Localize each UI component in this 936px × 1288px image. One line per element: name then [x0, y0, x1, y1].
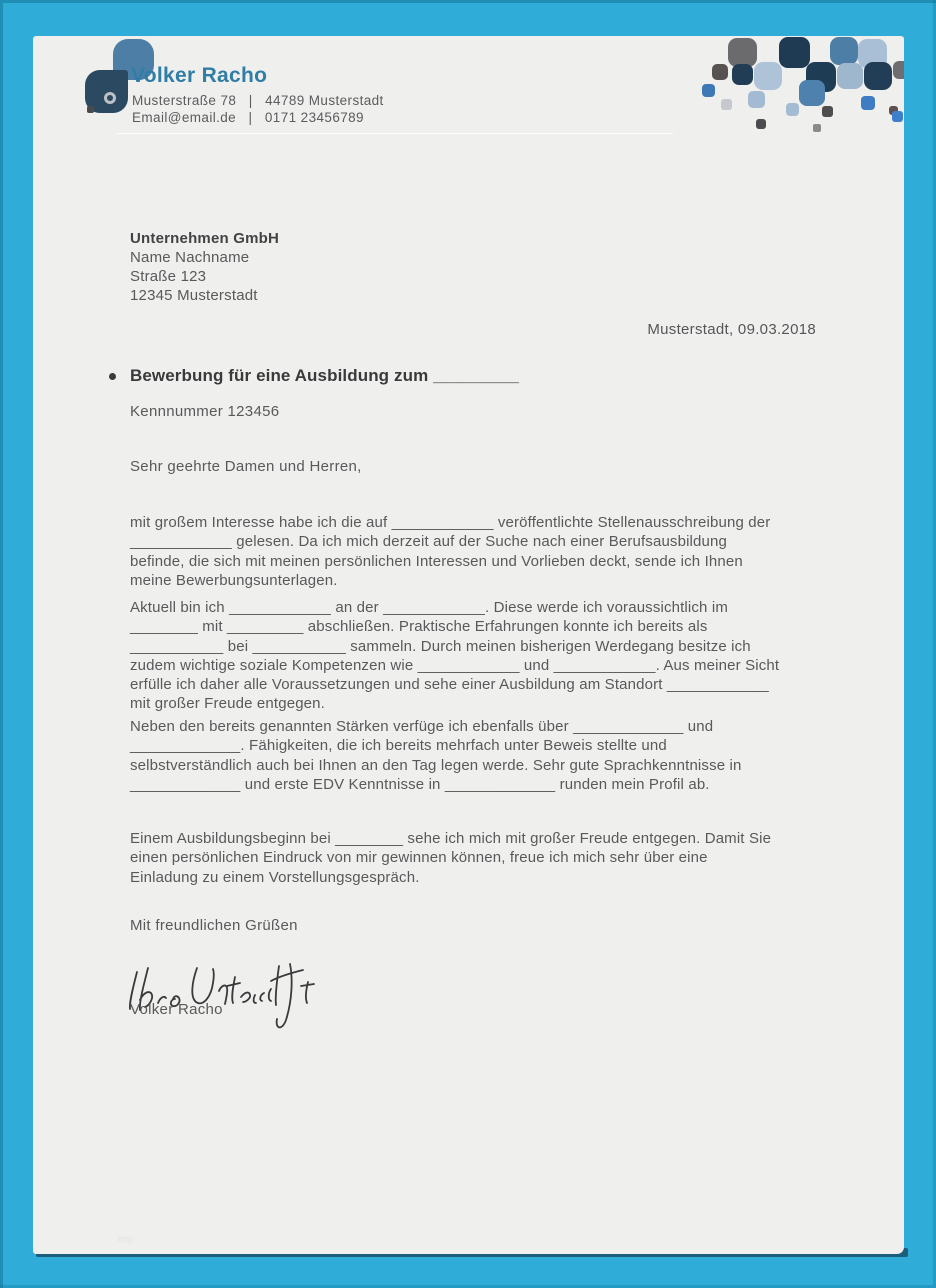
paragraph-line: mit großer Freude entgegen. — [130, 695, 325, 713]
paragraph — [130, 829, 771, 887]
mosaic-square — [754, 62, 782, 90]
mosaic-square — [779, 37, 810, 68]
reference-number: Kennnummer 123456 — [130, 403, 280, 420]
paragraph-line: mit großem Interesse habe ich die auf ____________ veröffentlichte Stellenausschreibung der — [130, 514, 771, 531]
mosaic-square — [893, 61, 904, 79]
paragraph-line: Neben den bereits genannten Stärken verfüge ich ebenfalls über _____________ und — [130, 718, 714, 735]
sender-address: Musterstraße 78 | 44789 Musterstadt — [132, 93, 384, 108]
salutation: Sehr geehrte Damen und Herren, — [130, 458, 362, 475]
mosaic-square — [748, 91, 765, 108]
watermark-text: http — [118, 1234, 134, 1244]
paragraph — [130, 513, 770, 590]
paragraph-line: einen persönlichen Eindruck von mir gewinnen können, freue ich mich sehr über eine — [130, 849, 708, 867]
mosaic-square — [864, 62, 892, 90]
paragraph-line: zudem wichtige soziale Kompetenzen wie ____________ und ____________. Aus meiner Sicht — [130, 656, 780, 674]
mosaic-square — [712, 64, 728, 80]
recipient-name: Name Nachname — [130, 249, 250, 266]
mosaic-square — [813, 124, 821, 132]
paragraph — [130, 598, 779, 714]
mosaic-square — [721, 99, 732, 110]
mosaic-square — [822, 106, 833, 117]
letter-page — [33, 36, 904, 1254]
signature-scribble — [125, 952, 340, 1042]
mosaic-square — [799, 80, 825, 106]
bullet-icon — [109, 373, 116, 380]
paragraph-line: _____________. Fähigkeiten, die ich bereits mehrfach unter Beweis stellte und — [130, 737, 667, 755]
signer-name: Volker Racho — [130, 1001, 223, 1018]
paragraph-line: meine Bewerbungsunterlagen. — [130, 571, 338, 589]
mosaic-square — [830, 37, 858, 65]
paragraph — [130, 717, 742, 794]
date-line: Musterstadt, 09.03.2018 — [647, 321, 816, 338]
mosaic-square — [837, 63, 863, 89]
recipient-block — [130, 229, 279, 305]
mosaic-square — [756, 119, 766, 129]
paragraph-line: Aktuell bin ich ____________ an der ____________. Diese werde ich voraussichtlich im — [130, 599, 728, 616]
paragraph-line: Einladung zu einem Vorstellungsgespräch. — [130, 868, 420, 886]
paragraph-line: ___________ bei ___________ sammeln. Durch meinen bisherigen Werdegang besitze ich — [130, 637, 751, 655]
paragraph-line: Einem Ausbildungsbeginn bei ________ sehe ich mich mit großer Freude entgegen. Damit Sie — [130, 830, 772, 847]
paragraph-line: befinde, die sich mit meinen persönlichen Interessen und Vorlieben deckt, sende ich Ihnen — [130, 552, 743, 570]
mosaic-square — [861, 96, 875, 110]
paragraph-line: ________ mit _________ abschließen. Praktische Erfahrungen konnte ich bereits als — [130, 618, 708, 636]
closing-phrase: Mit freundlichen Grüßen — [130, 917, 298, 934]
mosaic-square — [732, 64, 753, 85]
subject-title: Bewerbung für eine Ausbildung zum _________ — [130, 366, 520, 385]
recipient-company: Unternehmen GmbH — [130, 230, 280, 247]
paragraph-line: _____________ und erste EDV Kenntnisse in _____________ runden mein Profil ab. — [130, 775, 710, 793]
mosaic-square — [728, 38, 757, 67]
recipient-city: 12345 Musterstadt — [130, 287, 258, 304]
recipient-street: Straße 123 — [130, 268, 207, 285]
mosaic-square — [892, 111, 903, 122]
mosaic-decoration — [33, 36, 904, 176]
mosaic-square — [702, 84, 715, 97]
sender-name: Volker Racho — [131, 64, 268, 87]
subject-row — [109, 366, 519, 386]
mosaic-square — [786, 103, 799, 116]
paragraph-line: erfülle ich daher alle Voraussetzungen und sehe einer Ausbildung am Standort ____________ — [130, 676, 769, 694]
paragraph-line: selbstverständlich auch bei Ihnen an den Tag legen werde. Sehr gute Sprachkenntnisse in — [130, 756, 742, 774]
paragraph-line: ____________ gelesen. Da ich mich derzeit auf der Suche nach einer Berufsausbildung — [130, 533, 728, 551]
sender-contact: Email@email.de | 0171 23456789 — [132, 110, 364, 125]
